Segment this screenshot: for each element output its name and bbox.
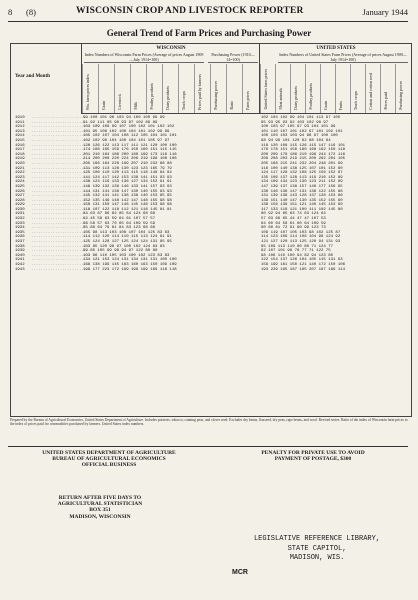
row-label: 1927 [15, 194, 25, 199]
column-divider [226, 64, 234, 113]
row-label: 1921 [15, 166, 25, 171]
row-label: 1910 [15, 116, 25, 120]
leader-dots: ......................... [31, 212, 92, 217]
leader-dots: ......................... [31, 120, 92, 125]
wisconsin-label: WISCONSIN [156, 46, 186, 51]
column-divider [146, 64, 154, 113]
column-header: Fruits [338, 100, 343, 110]
row-label: 1922 [15, 171, 25, 176]
leader-dots: ......................... [31, 171, 92, 176]
wisconsin-values: 168 138 199 145 163 160 163 150 109 109 [83, 263, 177, 267]
column-header: Purchasing power [398, 81, 403, 110]
column-header: Poultry products [149, 83, 154, 110]
row-label: 1942 [15, 263, 25, 267]
column-header: Meat animals [278, 88, 283, 110]
penalty-notice-line: PENALTY FOR PRIVATE USE TO AVOID [261, 450, 365, 456]
leader-dots: ......................... [31, 134, 92, 139]
leader-dots: ......................... [31, 230, 92, 235]
us-values: 117 133 118 121 100 111 102 145 80 [261, 207, 343, 212]
column-header: Truck crops [353, 90, 358, 110]
row-label: 1920 [15, 161, 25, 166]
wisconsin-values: 199 177 223 172 199 199 199 169 118 118 [83, 267, 177, 272]
wisconsin-values: 205 196 164 226 199 207 210 232 88 88 [83, 161, 172, 166]
us-values: 114 123 109 114 108 104 96 124 92 [261, 235, 341, 240]
leader-dots: ......................... [31, 175, 92, 180]
us-values: 138 156 139 151 121 140 145 153 90 [261, 203, 343, 208]
recipient-address-line: MADISON, WIS. [289, 554, 345, 562]
return-address [40, 495, 160, 520]
column-divider [320, 64, 328, 113]
column-header: Dairy products [293, 86, 298, 110]
leader-dots: ......................... [31, 129, 92, 134]
us-values: 159 199 161 150 121 140 172 150 106 [261, 263, 346, 267]
leader-dots: ......................... [31, 152, 92, 157]
row-label: 1926 [15, 189, 25, 194]
us-values: 124 117 128 132 108 125 156 152 87 [261, 171, 343, 176]
us-values: 136 146 136 147 131 136 122 155 88 [261, 189, 343, 194]
wisconsin-values: 103 109 109 99 107 100 102 101 102 102 [83, 125, 175, 130]
column-divider [130, 64, 138, 113]
return-address-line: AGRICULTURAL STATISTICIAN [57, 501, 143, 508]
us-values: 131 139 138 143 128 137 128 153 86 [261, 194, 343, 199]
column-divider [242, 64, 250, 113]
leader-dots: ......................... [31, 244, 92, 249]
recipient-address-line: STATE CAPITOL, [287, 544, 347, 553]
row-label: 1930 [15, 207, 25, 212]
us-values: 102 104 102 99 104 101 113 97 105 [261, 116, 341, 120]
publication-title: WISCONSIN CROP AND LIVESTOCK REPORTER [76, 6, 304, 16]
wisconsin-values: 138 124 119 133 136 127 134 152 91 91 [83, 180, 172, 185]
us-values: 122 154 137 126 104 105 115 131 93 [261, 258, 343, 263]
wisconsin-values: 91 92 111 85 98 93 87 102 89 89 [83, 120, 158, 125]
row-label: 1933 [15, 221, 25, 226]
wisconsin-values: 174 188 165 159 176 150 160 151 115 115 [83, 148, 177, 153]
leader-dots: ......................... [31, 184, 92, 189]
us-label: UNITED STATES [316, 46, 356, 51]
row-label: 1943 [15, 267, 25, 272]
header-rule [8, 21, 408, 22]
column-header: United States farm prices [263, 69, 268, 110]
penalty-notice [238, 450, 388, 462]
footnote: Prepared by the Bureau of Agricultural Economics, United States Department of Agriculture. Includes potatoes, tobacco, canning peas, and clover seed. Excludes dry beans, flaxseed, dry peas, rape beans, and wool. Revised series. Ratio of the index of Wisconsin farm prices to the index of prices paid for commodities purchased by farmers. United States index numbers. [10, 418, 408, 427]
column-header: Grain [101, 100, 106, 110]
leader-dots: ......................... [31, 226, 92, 231]
column-divider [178, 64, 186, 113]
column-header: Grain [323, 100, 328, 110]
row-label: 1932 [15, 217, 25, 222]
column-divider [114, 64, 122, 113]
wisconsin-values: 105 102 107 104 108 112 105 104 101 101 [83, 134, 177, 139]
us-values: 95 109 113 110 80 80 71 124 77 [261, 244, 334, 249]
us-values: 134 109 134 123 130 123 211 152 89 [261, 180, 343, 185]
leader-dots: ......................... [31, 194, 92, 199]
column-header: Livestock [117, 94, 122, 110]
leader-dots: ......................... [31, 125, 92, 130]
leader-dots: ......................... [31, 180, 92, 185]
wisconsin-values: 101 95 106 102 100 104 101 102 99 99 [83, 129, 170, 134]
return-address-line: RETURN AFTER FIVE DAYS TO [58, 495, 142, 501]
sender-agency-line: UNITED STATES DEPARTMENT OF AGRICULTURE [42, 450, 176, 456]
penalty-notice-line: PAYMENT OF POSTAGE, $300 [274, 456, 352, 463]
column-divider [350, 64, 358, 113]
leader-dots: ......................... [31, 189, 92, 194]
wisconsin-values: 99 85 105 99 98 94 97 122 80 80 [83, 249, 158, 254]
us-values: 116 100 140 138 125 107 101 152 80 [261, 166, 343, 171]
column-divider [305, 64, 313, 113]
leader-dots: ......................... [31, 207, 92, 212]
leader-dots: ......................... [31, 148, 92, 153]
column-divider [194, 64, 202, 113]
us-values: 64 60 64 58 61 60 64 109 59 [261, 221, 326, 226]
row-label: 1941 [15, 258, 25, 263]
row-label: 1929 [15, 203, 25, 208]
us-values: 90 68 81 72 91 90 99 123 73 [261, 226, 326, 231]
wisconsin-values: 99 100 101 96 103 94 100 100 99 99 [83, 116, 165, 120]
leader-dots: ......................... [31, 161, 92, 166]
column-header: Wis. farm prices index [85, 73, 90, 110]
us-values: 205 168 215 241 232 204 248 201 99 [261, 161, 343, 166]
us-values: 92 107 101 98 76 77 71 122 75 [261, 249, 331, 254]
row-label: 1940 [15, 253, 25, 258]
wisconsin-values: 114 112 120 114 110 115 113 124 91 91 [83, 235, 172, 240]
leader-dots: ......................... [31, 217, 92, 222]
wisconsin-values: 152 135 149 148 142 147 148 155 98 98 [83, 198, 172, 203]
row-label: 1925 [15, 184, 25, 189]
price-table [10, 43, 412, 417]
column-divider [98, 64, 106, 113]
column-divider [210, 64, 218, 113]
sender-agency [34, 450, 184, 469]
row-label: 1924 [15, 180, 25, 185]
us-values: 57 63 69 65 44 47 47 107 53 [261, 217, 326, 222]
column-divider [290, 64, 298, 113]
us-values: 147 139 137 138 157 146 177 156 95 [261, 184, 343, 189]
recipient-address [232, 535, 402, 564]
page-number-paren: (8) [26, 7, 36, 17]
us-values: 118 120 108 115 126 115 147 116 101 [261, 143, 346, 148]
leader-dots: ......................... [31, 166, 92, 171]
leader-dots: ......................... [31, 138, 92, 143]
wisconsin-values: 102 102 98 104 100 104 101 105 97 97 [83, 138, 170, 143]
wisconsin-values: 150 131 150 147 148 145 146 153 98 98 [83, 203, 172, 208]
column-divider [365, 64, 373, 113]
column-divider [162, 64, 170, 113]
row-label: 1918 [15, 152, 25, 157]
row-label: 1919 [15, 157, 25, 162]
wisconsin-values: 125 124 128 127 125 124 124 131 95 95 [83, 240, 172, 245]
wi-index-title: Index Numbers of Wisconsin Farm Prices (Average of prices August 1909—July 1914=100) [84, 52, 204, 62]
column-divider [275, 64, 283, 113]
wisconsin-values: 118 107 122 118 112 121 118 145 81 81 [83, 207, 172, 212]
leader-dots: ......................... [31, 203, 92, 208]
column-header: Prices paid by farmers [197, 74, 202, 110]
wisconsin-values: 66 58 57 63 70 65 64 109 59 59 [83, 221, 156, 226]
leader-dots: ......................... [31, 267, 92, 272]
leader-dots: ......................... [31, 249, 92, 254]
us-column-group [259, 44, 412, 114]
column-divider [335, 64, 343, 113]
wisconsin-values: 120 126 122 113 117 111 121 120 100 100 [83, 143, 177, 148]
wisconsin-column-group [81, 44, 260, 114]
sender-agency-line: OFFICIAL BUSINESS [81, 462, 137, 469]
wisconsin-values: 125 106 110 120 113 115 118 148 84 84 [83, 171, 172, 176]
column-divider [260, 64, 268, 113]
us-values: 98 106 110 100 94 82 94 123 80 [261, 253, 334, 258]
us-values: 135 106 137 128 113 119 216 152 89 [261, 175, 343, 180]
row-label: 1923 [15, 175, 25, 180]
page-number: 8 [8, 7, 13, 17]
us-values: 176 178 151 156 180 168 192 150 118 [261, 148, 346, 153]
year-month-label: Year and Month [15, 74, 50, 79]
footer-rule [8, 446, 408, 447]
table-row [11, 268, 411, 273]
row-label: 1934 [15, 226, 25, 231]
leader-dots: ......................... [31, 143, 92, 148]
leader-dots: ......................... [31, 157, 92, 162]
row-label: 1938 [15, 244, 25, 249]
row-label: 1935 [15, 230, 25, 235]
row-label: 1912 [15, 125, 25, 130]
page-header [8, 7, 408, 19]
column-divider [395, 64, 403, 113]
column-header: Ratio [229, 101, 234, 110]
us-values: 101 110 107 101 102 97 101 102 101 [261, 129, 343, 134]
column-header: Dairy products [165, 86, 170, 110]
us-values: 121 127 120 113 125 120 94 131 93 [261, 240, 341, 245]
return-address-line: BOX 351 [89, 507, 111, 514]
row-label: 1937 [15, 240, 25, 245]
us-values: 109 119 107 105 103 98 102 125 87 [261, 230, 341, 235]
wisconsin-values: 103 96 110 105 103 100 102 123 83 83 [83, 253, 170, 258]
recipient-address-line: LEGISLATIVE REFERENCE LIBRARY, [253, 535, 381, 543]
row-label: 1917 [15, 148, 25, 153]
sender-agency-line: BUREAU OF AGRICULTURAL ECONOMICS [52, 456, 166, 463]
column-header: Purchasing power [213, 81, 218, 110]
wisconsin-values: 62 45 59 63 59 64 61 107 57 57 [83, 217, 156, 222]
row-label: 1936 [15, 235, 25, 240]
wisconsin-values: 131 109 113 128 130 123 123 165 79 79 [83, 166, 172, 171]
row-label: 1913 [15, 129, 25, 134]
wisconsin-values: 214 200 208 220 224 206 219 198 108 108 [83, 157, 177, 162]
column-header: Poultry products [308, 83, 313, 110]
us-values: 95 93 95 93 92 103 102 98 97 [261, 120, 329, 125]
leader-dots: ......................... [31, 258, 92, 263]
table-title: General Trend of Farm Prices and Purchasing Power [106, 28, 312, 38]
leader-dots: ......................... [31, 221, 92, 226]
leader-dots: ......................... [31, 116, 92, 120]
wisconsin-values: 105 98 113 103 108 107 104 125 83 83 [83, 230, 170, 235]
us-values: 193 229 195 187 165 207 187 169 114 [261, 267, 346, 272]
us-index-title: Index Numbers of United States Farm Prices (Average of prices August 1909—July 1914=100) [279, 52, 407, 62]
wisconsin-values: 201 210 184 188 200 180 199 173 116 116 [83, 152, 177, 157]
column-header: Prices paid [383, 92, 388, 110]
leader-dots: ......................... [31, 253, 92, 258]
us-values: 100 103 103 103 94 96 97 100 100 [261, 134, 338, 139]
wisconsin-values: 103 85 120 98 97 100 102 124 83 83 [83, 244, 165, 249]
leader-dots: ......................... [31, 198, 92, 203]
column-header: Truck crops [181, 90, 186, 110]
table-body [11, 116, 411, 272]
row-label: 1914 [15, 134, 25, 139]
us-values: 80 92 94 85 63 74 63 124 64 [261, 212, 326, 217]
leader-dots: ......................... [31, 263, 92, 267]
column-header: Cotton and cotton seed [368, 73, 373, 110]
us-values: 98 94 99 101 120 82 88 104 94 [261, 138, 331, 143]
row-label: 1939 [15, 249, 25, 254]
row-label: 1928 [15, 198, 25, 203]
issue-date: January 1944 [362, 7, 408, 17]
column-divider [380, 64, 388, 113]
wisconsin-values: 144 131 141 136 147 130 140 155 93 93 [83, 189, 172, 194]
wi-purchasing-title: Purchasing Power (1910—14=100) [208, 53, 258, 63]
column-header: Milk [133, 102, 138, 110]
leader-dots: ......................... [31, 235, 92, 240]
us-values: 200 209 178 186 210 196 244 172 116 [261, 152, 346, 157]
wisconsin-values: 84 63 87 86 82 85 84 124 68 68 [83, 212, 156, 217]
leader-dots: ......................... [31, 240, 92, 245]
us-values: 209 208 203 219 215 200 292 204 105 [261, 157, 346, 162]
mailing-mark: MCR [232, 569, 248, 576]
us-values: 100 103 97 105 97 93 104 101 99 [261, 125, 336, 130]
row-label: 1916 [15, 143, 25, 148]
row-label: 1911 [15, 120, 25, 125]
wisconsin-values: 145 132 141 141 138 138 140 153 95 95 [83, 194, 172, 199]
wisconsin-values: 141 124 117 142 153 138 141 151 93 93 [83, 175, 172, 180]
return-address-line: MADISON, WISCONSIN [69, 513, 131, 520]
us-values: 139 151 140 147 130 135 152 155 90 [261, 198, 343, 203]
column-divider [82, 64, 90, 113]
row-label: 1931 [15, 212, 25, 217]
wisconsin-values: 85 88 64 79 81 84 83 123 68 68 [83, 226, 156, 231]
wisconsin-values: 146 139 132 139 146 133 141 157 93 93 [83, 184, 172, 189]
row-label: 1915 [15, 138, 25, 143]
column-header: Farm prices [245, 91, 250, 110]
wisconsin-values: 134 121 153 124 131 134 131 131 100 100 [83, 258, 177, 263]
